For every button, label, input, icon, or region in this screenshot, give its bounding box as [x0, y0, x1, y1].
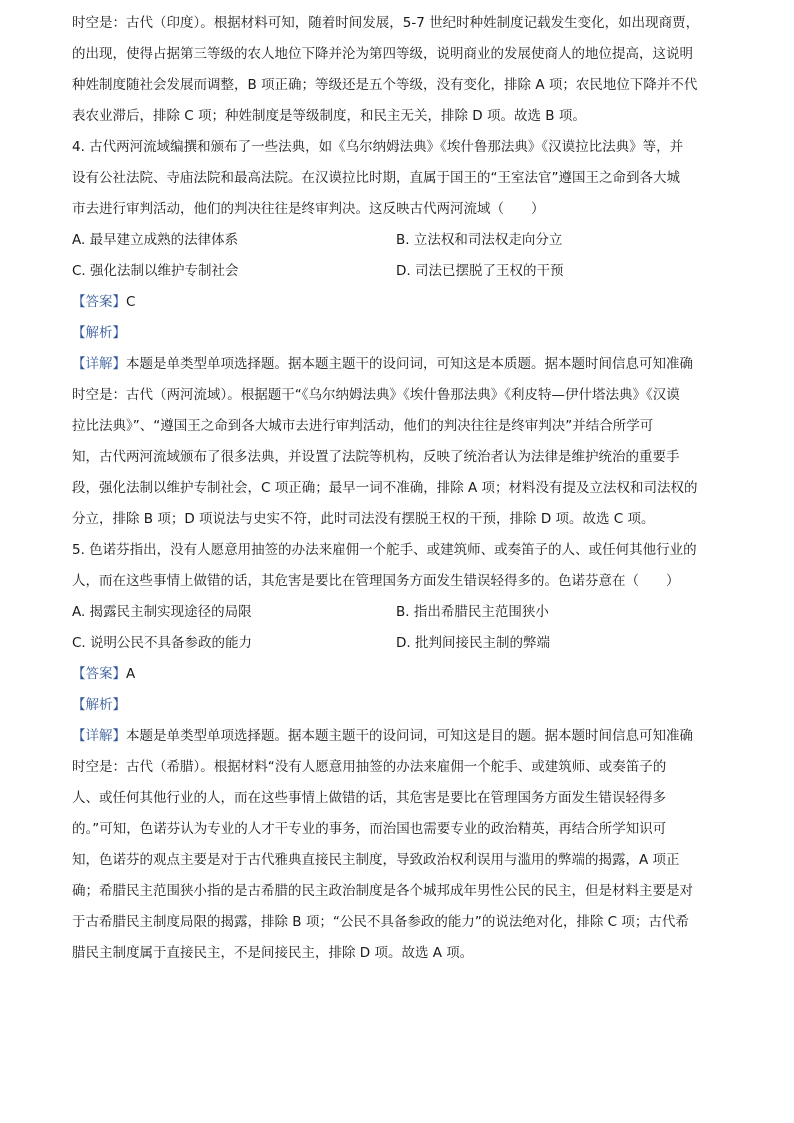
detail-line	[72, 721, 722, 752]
text-line: 种姓制度随社会发展而调整，B 项正确；等级还是五个等级，没有变化，排除 A 项；农民地位下降并不代	[72, 77, 698, 93]
detail-text: 本题是单类型单项选择题。据本题主题干的设问词，可知这是本质题。据本题时间信息可知准确	[126, 356, 693, 372]
detail-line: 分立，排除 B 项；D 项说法与史实不符，此时司法没有摆脱王权的干预，排除 D 项。故选 C 项。	[72, 511, 655, 527]
document-page	[72, 8, 722, 969]
text-line: 的出现，使得占据第三等级的农人地位下降并沦为第四等级，说明商业的发展使商人的地位提高，这说明	[72, 46, 693, 62]
detail-line: 拉比法典》”、“遵国王之命到各大城市去进行审判活动，他们的判决往往是终审判决”并结合所学可	[72, 418, 654, 434]
text-line: 表农业滞后，排除 C 项；种姓制度是等级制度，和民主无关，排除 D 项。故选 B 项。	[72, 108, 586, 124]
option-d: D. 司法已摆脱了王权的干预	[396, 263, 564, 279]
detail-line: 时空是：古代（两河流域）。根据题干“《乌尔纳姆法典》《埃什鲁那法典》《利皮特—伊什塔法典》《汉谟	[72, 387, 680, 403]
options-row	[72, 597, 722, 628]
detail-line: 知，色诺芬的观点主要是对于古代雅典直接民主制度，导致政治权利误用与滥用的弊端的揭露，A 项正	[72, 852, 680, 868]
detail-line: 腊民主制度属于直接民主，不是间接民主，排除 D 项。故选 A 项。	[72, 945, 474, 961]
detail-line: 人、或任何其他行业的人，而在这些事情上做错的话，其危害是要比在管理国务方面发生错误轻得多	[72, 790, 666, 806]
option-b: B. 立法权和司法权走向分立	[396, 232, 563, 248]
analysis-line	[72, 690, 722, 721]
answer-line	[72, 659, 722, 690]
question-stem-line: 人，而在这些事情上做错的话，其危害是要比在管理国务方面发生错误轻得多的。色诺芬意在（ ）	[72, 573, 680, 589]
options-row	[72, 628, 722, 659]
detail-line: 时空是：古代（希腊）。根据材料“没有人愿意用抽签的办法来雇佣一个舵手、或建筑师、或奏笛子的	[72, 759, 667, 775]
detail-text: 本题是单类型单项选择题。据本题主题干的设问词，可知这是目的题。据本题时间信息可知准确	[126, 728, 693, 744]
answer-line	[72, 287, 722, 318]
answer-value: A	[126, 666, 136, 682]
option-c: C. 强化法制以维护专制社会	[72, 263, 239, 279]
option-a: A. 揭露民主制实现途径的局限	[72, 604, 252, 620]
detail-line: 的。”可知，色诺芬认为专业的人才干专业的事务，而治国也需要专业的政治精英，再结合所学知识可	[72, 821, 667, 837]
text-line: 时空是：古代（印度）。根据材料可知，随着时间发展，5-7 世纪时种姓制度记载发生变化，如出现商贾，	[72, 15, 700, 31]
detail-line: 段，强化法制以维护专制社会，C 项正确；最早一词不准确，排除 A 项；材料没有提及立法权和司法权的	[72, 480, 698, 496]
options-row	[72, 256, 722, 287]
detail-label: 【详解】	[72, 356, 126, 372]
question-stem-line: 5. 色诺芬指出，没有人愿意用抽签的办法来雇佣一个舵手、或建筑师、或奏笛子的人、或任何其他行业的	[72, 542, 697, 558]
analysis-line	[72, 318, 722, 349]
detail-line: 知，古代两河流域颁布了很多法典，并设置了法院等机构，反映了统治者认为法律是维护统治的重要手	[72, 449, 680, 465]
option-b: B. 指出希腊民主范围狭小	[396, 604, 549, 620]
answer-label: 【答案】	[72, 666, 126, 682]
question-stem-line: 4. 古代两河流域编撰和颁布了一些法典，如《乌尔纳姆法典》《埃什鲁那法典》《汉谟拉比法典》等，并	[72, 139, 684, 155]
answer-label: 【答案】	[72, 294, 126, 310]
question-4	[72, 132, 722, 535]
detail-label: 【详解】	[72, 728, 126, 744]
analysis-label: 【解析】	[72, 325, 126, 341]
answer-value: C	[126, 294, 136, 310]
detail-line: 确；希腊民主范围狭小指的是古希腊的民主政治制度是各个城邦成年男性公民的民主，但是材料主要是对	[72, 883, 693, 899]
analysis-label: 【解析】	[72, 697, 126, 713]
options-row	[72, 225, 722, 256]
question-stem-line: 设有公社法院、寺庙法院和最高法院。在汉谟拉比时期，直属于国王的“王室法官”遵国王之命到各大城	[72, 170, 680, 186]
option-d: D. 批判间接民主制的弊端	[396, 635, 550, 651]
q3-analysis-tail	[72, 8, 722, 132]
option-c: C. 说明公民不具备参政的能力	[72, 635, 253, 651]
option-a: A. 最早建立成熟的法律体系	[72, 232, 239, 248]
question-5	[72, 535, 722, 969]
detail-line	[72, 349, 722, 380]
detail-line: 于古希腊民主制度局限的揭露，排除 B 项；“公民不具备参政的能力”的说法绝对化，排除 C 项；古代希	[72, 914, 689, 930]
question-stem-line: 市去进行审判活动，他们的判决往往是终审判决。这反映古代两河流域（ ）	[72, 201, 545, 217]
